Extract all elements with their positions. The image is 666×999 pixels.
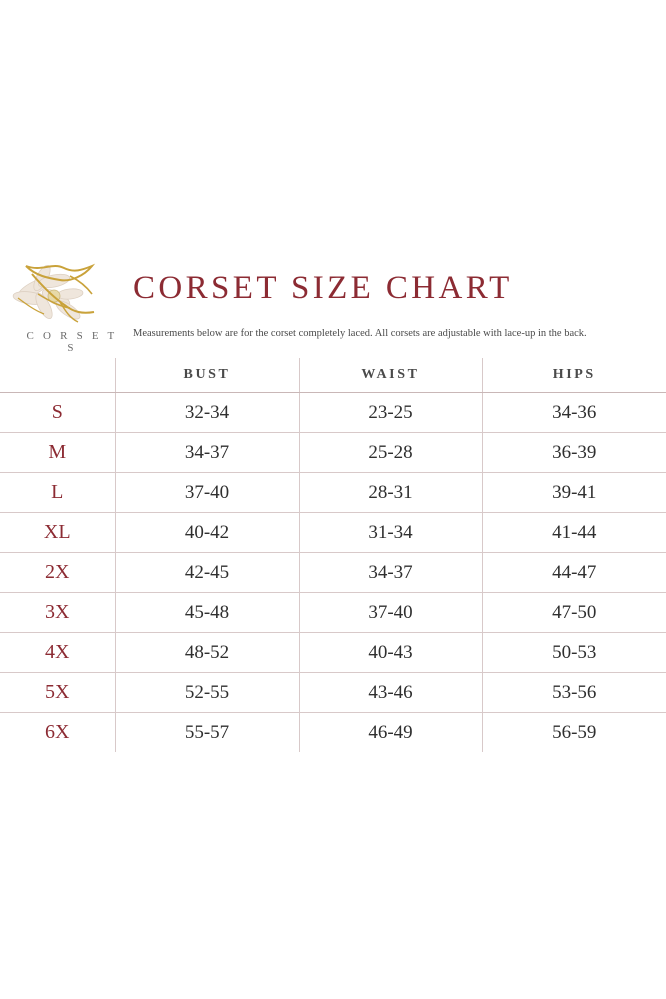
cell-hips: 41-44 xyxy=(482,513,666,553)
table-row xyxy=(0,433,666,473)
chart-header xyxy=(0,248,666,358)
cell-bust: 37-40 xyxy=(115,473,299,513)
cell-waist: 40-43 xyxy=(299,633,482,673)
cell-waist: 25-28 xyxy=(299,433,482,473)
column-header-bust: BUST xyxy=(115,358,299,393)
table-row xyxy=(0,393,666,433)
cell-waist: 43-46 xyxy=(299,673,482,713)
cell-bust: 34-37 xyxy=(115,433,299,473)
table-row xyxy=(0,473,666,513)
table-header-row xyxy=(0,358,666,393)
size-chart-container xyxy=(0,248,666,752)
table-row xyxy=(0,593,666,633)
cell-waist: 37-40 xyxy=(299,593,482,633)
cell-bust: 52-55 xyxy=(115,673,299,713)
column-header-size xyxy=(0,358,115,393)
column-header-hips: HIPS xyxy=(482,358,666,393)
cell-bust: 45-48 xyxy=(115,593,299,633)
daisy-corsets-logo xyxy=(8,254,132,354)
column-header-waist: WAIST xyxy=(299,358,482,393)
cell-hips: 39-41 xyxy=(482,473,666,513)
cell-bust: 32-34 xyxy=(115,393,299,433)
cell-waist: 31-34 xyxy=(299,513,482,553)
table-row xyxy=(0,513,666,553)
cell-size: M xyxy=(0,433,115,473)
cell-size: 3X xyxy=(0,593,115,633)
cell-waist: 46-49 xyxy=(299,713,482,753)
cell-size: 2X xyxy=(0,553,115,593)
table-row xyxy=(0,673,666,713)
cell-size: S xyxy=(0,393,115,433)
cell-size: L xyxy=(0,473,115,513)
cell-bust: 55-57 xyxy=(115,713,299,753)
cell-bust: 40-42 xyxy=(115,513,299,553)
cell-hips: 53-56 xyxy=(482,673,666,713)
cell-hips: 50-53 xyxy=(482,633,666,673)
cell-bust: 48-52 xyxy=(115,633,299,673)
cell-size: 4X xyxy=(0,633,115,673)
brand-wordmark: C O R S E T S xyxy=(26,330,118,354)
cell-size: 5X xyxy=(0,673,115,713)
cell-waist: 28-31 xyxy=(299,473,482,513)
page-subtitle: Measurements below are for the corset completely laced. All corsets are adjustable with lace-up in the back. xyxy=(133,328,587,339)
cell-waist: 23-25 xyxy=(299,393,482,433)
cell-hips: 44-47 xyxy=(482,553,666,593)
cell-hips: 56-59 xyxy=(482,713,666,753)
cell-size: 6X xyxy=(45,721,70,743)
cell-hips: 34-36 xyxy=(482,393,666,433)
cell-hips: 47-50 xyxy=(482,593,666,633)
cell-size: XL xyxy=(0,513,115,553)
table-row xyxy=(0,713,666,753)
table-row xyxy=(0,633,666,673)
cell-bust: 42-45 xyxy=(115,553,299,593)
cell-hips: 36-39 xyxy=(482,433,666,473)
table-row xyxy=(0,553,666,593)
page-title: CORSET SIZE CHART xyxy=(133,270,513,306)
size-chart-table xyxy=(0,358,666,752)
cell-waist: 34-37 xyxy=(299,553,482,593)
